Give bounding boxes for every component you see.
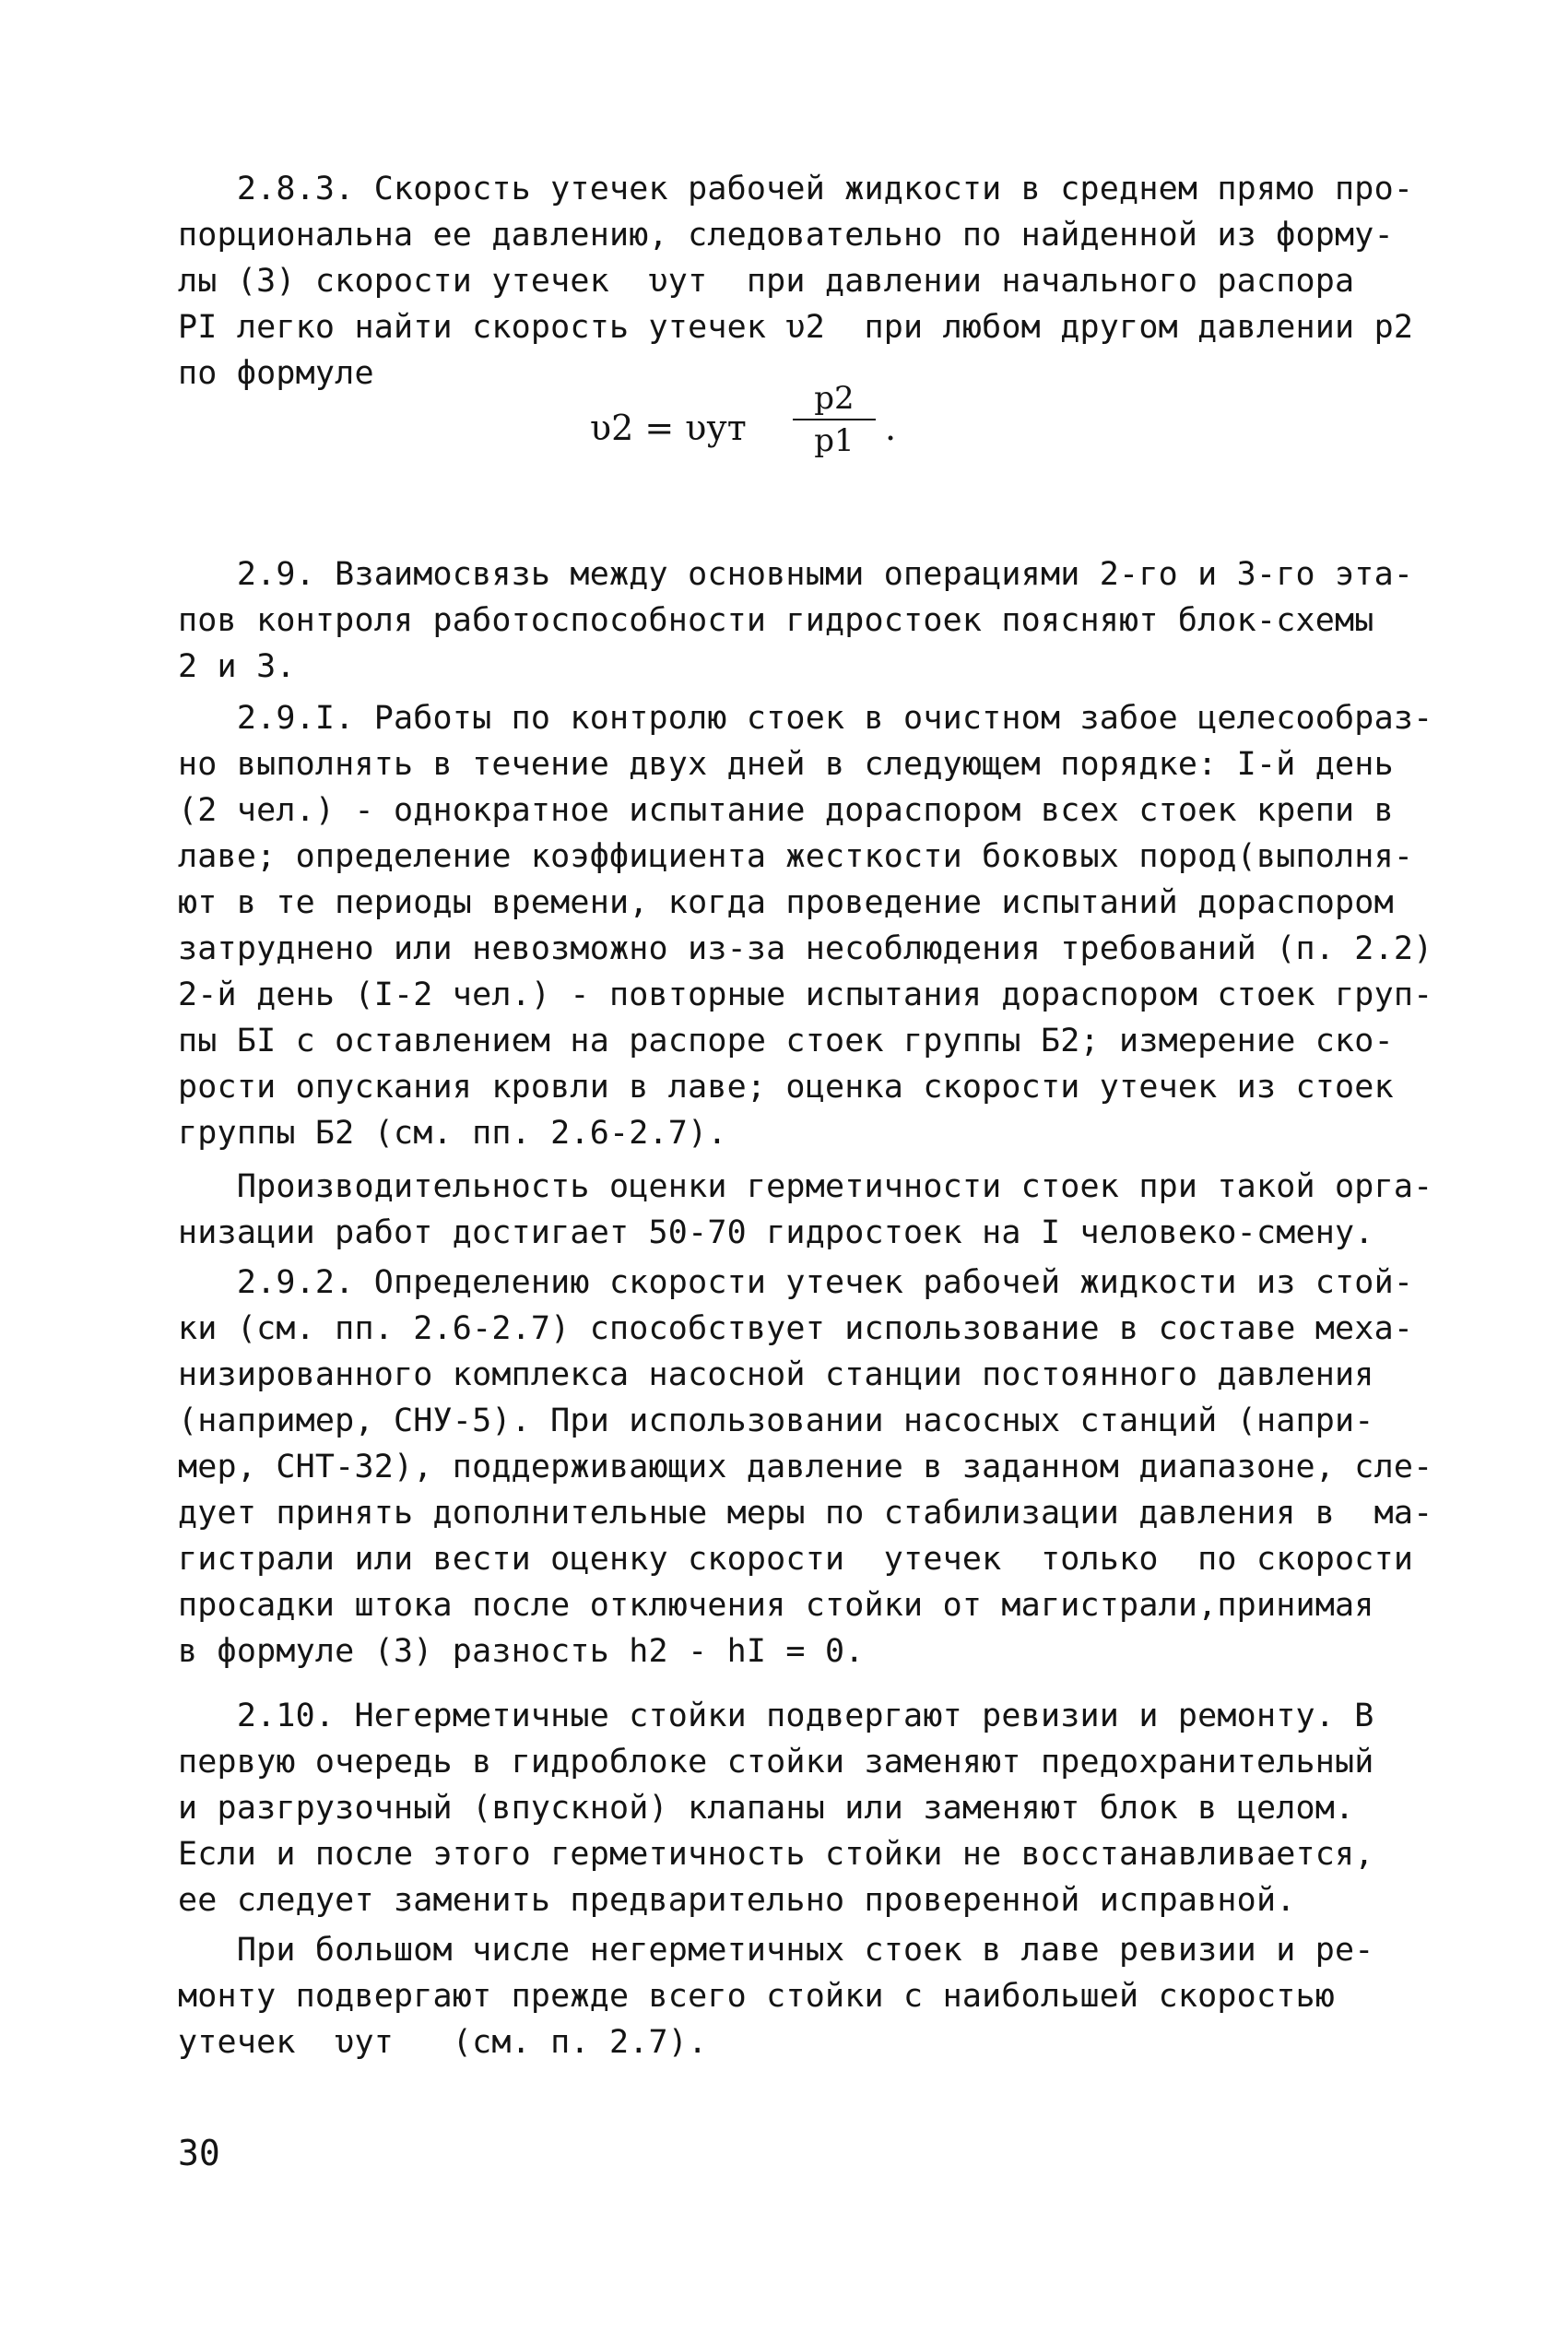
- text-line: (2 чел.) - однократное испытание дораспором всех стоек крепи в: [178, 792, 1394, 829]
- paragraph-2-8-3: [178, 166, 1413, 396]
- text-line: (например, СНУ-5). При использовании насосных станций (напри-: [178, 1402, 1374, 1439]
- text-line: 2-й день (I-2 чел.) - повторные испытания дораспором стоек груп-: [178, 976, 1433, 1013]
- paragraph-2-9-2: [178, 1260, 1433, 1674]
- text-line: ее следует заменить предварительно проверенной исправной.: [178, 1882, 1296, 1919]
- text-line: гистрали или вести оценку скорости утечек только по скорости: [178, 1541, 1414, 1578]
- text-line: 2 и 3.: [178, 648, 296, 685]
- text-line: первую очередь в гидроблоке стойки заменяют предохранительный: [178, 1744, 1374, 1781]
- text-line: но выполнять в течение двух дней в следующем порядке: I-й день: [178, 746, 1394, 783]
- formula-numerator: p2: [814, 380, 855, 417]
- text-line: 2.9.I. Работы по контролю стоек в очистном забое целесообраз-: [178, 700, 1433, 737]
- fraction-bar: [793, 419, 876, 420]
- text-line: монту подвергают прежде всего стойки с наибольшей скоростью: [178, 1978, 1336, 2015]
- formula-denominator: p1: [814, 422, 855, 459]
- text-line: по формуле: [178, 355, 374, 392]
- paragraph-2-9-1: [178, 695, 1433, 1156]
- text-line: ки (см. пп. 2.6-2.7) способствует использование в составе меха-: [178, 1310, 1414, 1347]
- formula-dot: .: [885, 408, 897, 448]
- text-line: пы БI с оставлением на распоре стоек группы Б2; измерение ско-: [178, 1023, 1394, 1059]
- text-line: просадки штока после отключения стойки от магистрали,принимая: [178, 1587, 1374, 1624]
- text-line: порциональна ее давлению, следовательно по найденной из форму-: [178, 217, 1394, 254]
- text-line: 2.10. Негерметичные стойки подвергают ревизии и ремонту. В: [178, 1698, 1374, 1734]
- text-line: рости опускания кровли в лаве; оценка скорости утечек из стоек: [178, 1069, 1394, 1106]
- formula-fraction: [793, 380, 876, 459]
- formula-lhs: υ2 = υут: [590, 408, 747, 448]
- paragraph-last: [178, 1927, 1413, 2065]
- text-line: группы Б2 (см. пп. 2.6-2.7).: [178, 1115, 727, 1152]
- text-line: Если и после этого герметичность стойки не восстанавливается,: [178, 1836, 1374, 1873]
- text-line: дует принять дополнительные меры по стабилизации давления в ма-: [178, 1495, 1433, 1532]
- text-line: лы (3) скорости утечек υут при давлении начального распора: [178, 263, 1355, 300]
- text-line: 2.9. Взаимосвязь между основными операциями 2-го и 3-го эта-: [178, 556, 1414, 593]
- text-line: низированного комплекса насосной станции постоянного давления: [178, 1356, 1374, 1393]
- text-line: лаве; определение коэффициента жесткости боковых пород(выполня-: [178, 838, 1414, 875]
- text-line: ют в те периоды времени, когда проведение испытаний дораспором: [178, 884, 1394, 921]
- text-line: 2.9.2. Определению скорости утечек рабочей жидкости из стой-: [178, 1264, 1414, 1301]
- text-line: пов контроля работоспособности гидростоек поясняют блок-схемы: [178, 602, 1374, 639]
- text-line: и разгрузочный (впускной) клапаны или заменяют блок в целом.: [178, 1790, 1355, 1827]
- text-line: низации работ достигает 50-70 гидростоек на I человеко-смену.: [178, 1214, 1374, 1251]
- text-line: мер, СНТ-32), поддерживающих давление в заданном диапазоне, сле-: [178, 1449, 1433, 1485]
- text-line: 2.8.3. Скорость утечек рабочей жидкости в среднем прямо про-: [178, 171, 1414, 207]
- text-line: Производительность оценки герметичности стоек при такой орга-: [178, 1168, 1433, 1205]
- text-line: в формуле (3) разность h2 - hI = 0.: [178, 1633, 865, 1670]
- text-line: PI легко найти скорость утечек υ2 при любом другом давлении р2: [178, 309, 1414, 346]
- page-number: 30: [178, 2133, 220, 2173]
- paragraph-2-10: [178, 1693, 1413, 1923]
- text-line: затруднено или невозможно из-за несоблюдения требований (п. 2.2): [178, 930, 1433, 967]
- paragraph-productivity: [178, 1164, 1433, 1256]
- text-line: При большом числе негерметичных стоек в лаве ревизии и ре-: [178, 1932, 1374, 1969]
- text-line: утечек υут (см. п. 2.7).: [178, 2024, 708, 2061]
- paragraph-2-9: [178, 551, 1413, 690]
